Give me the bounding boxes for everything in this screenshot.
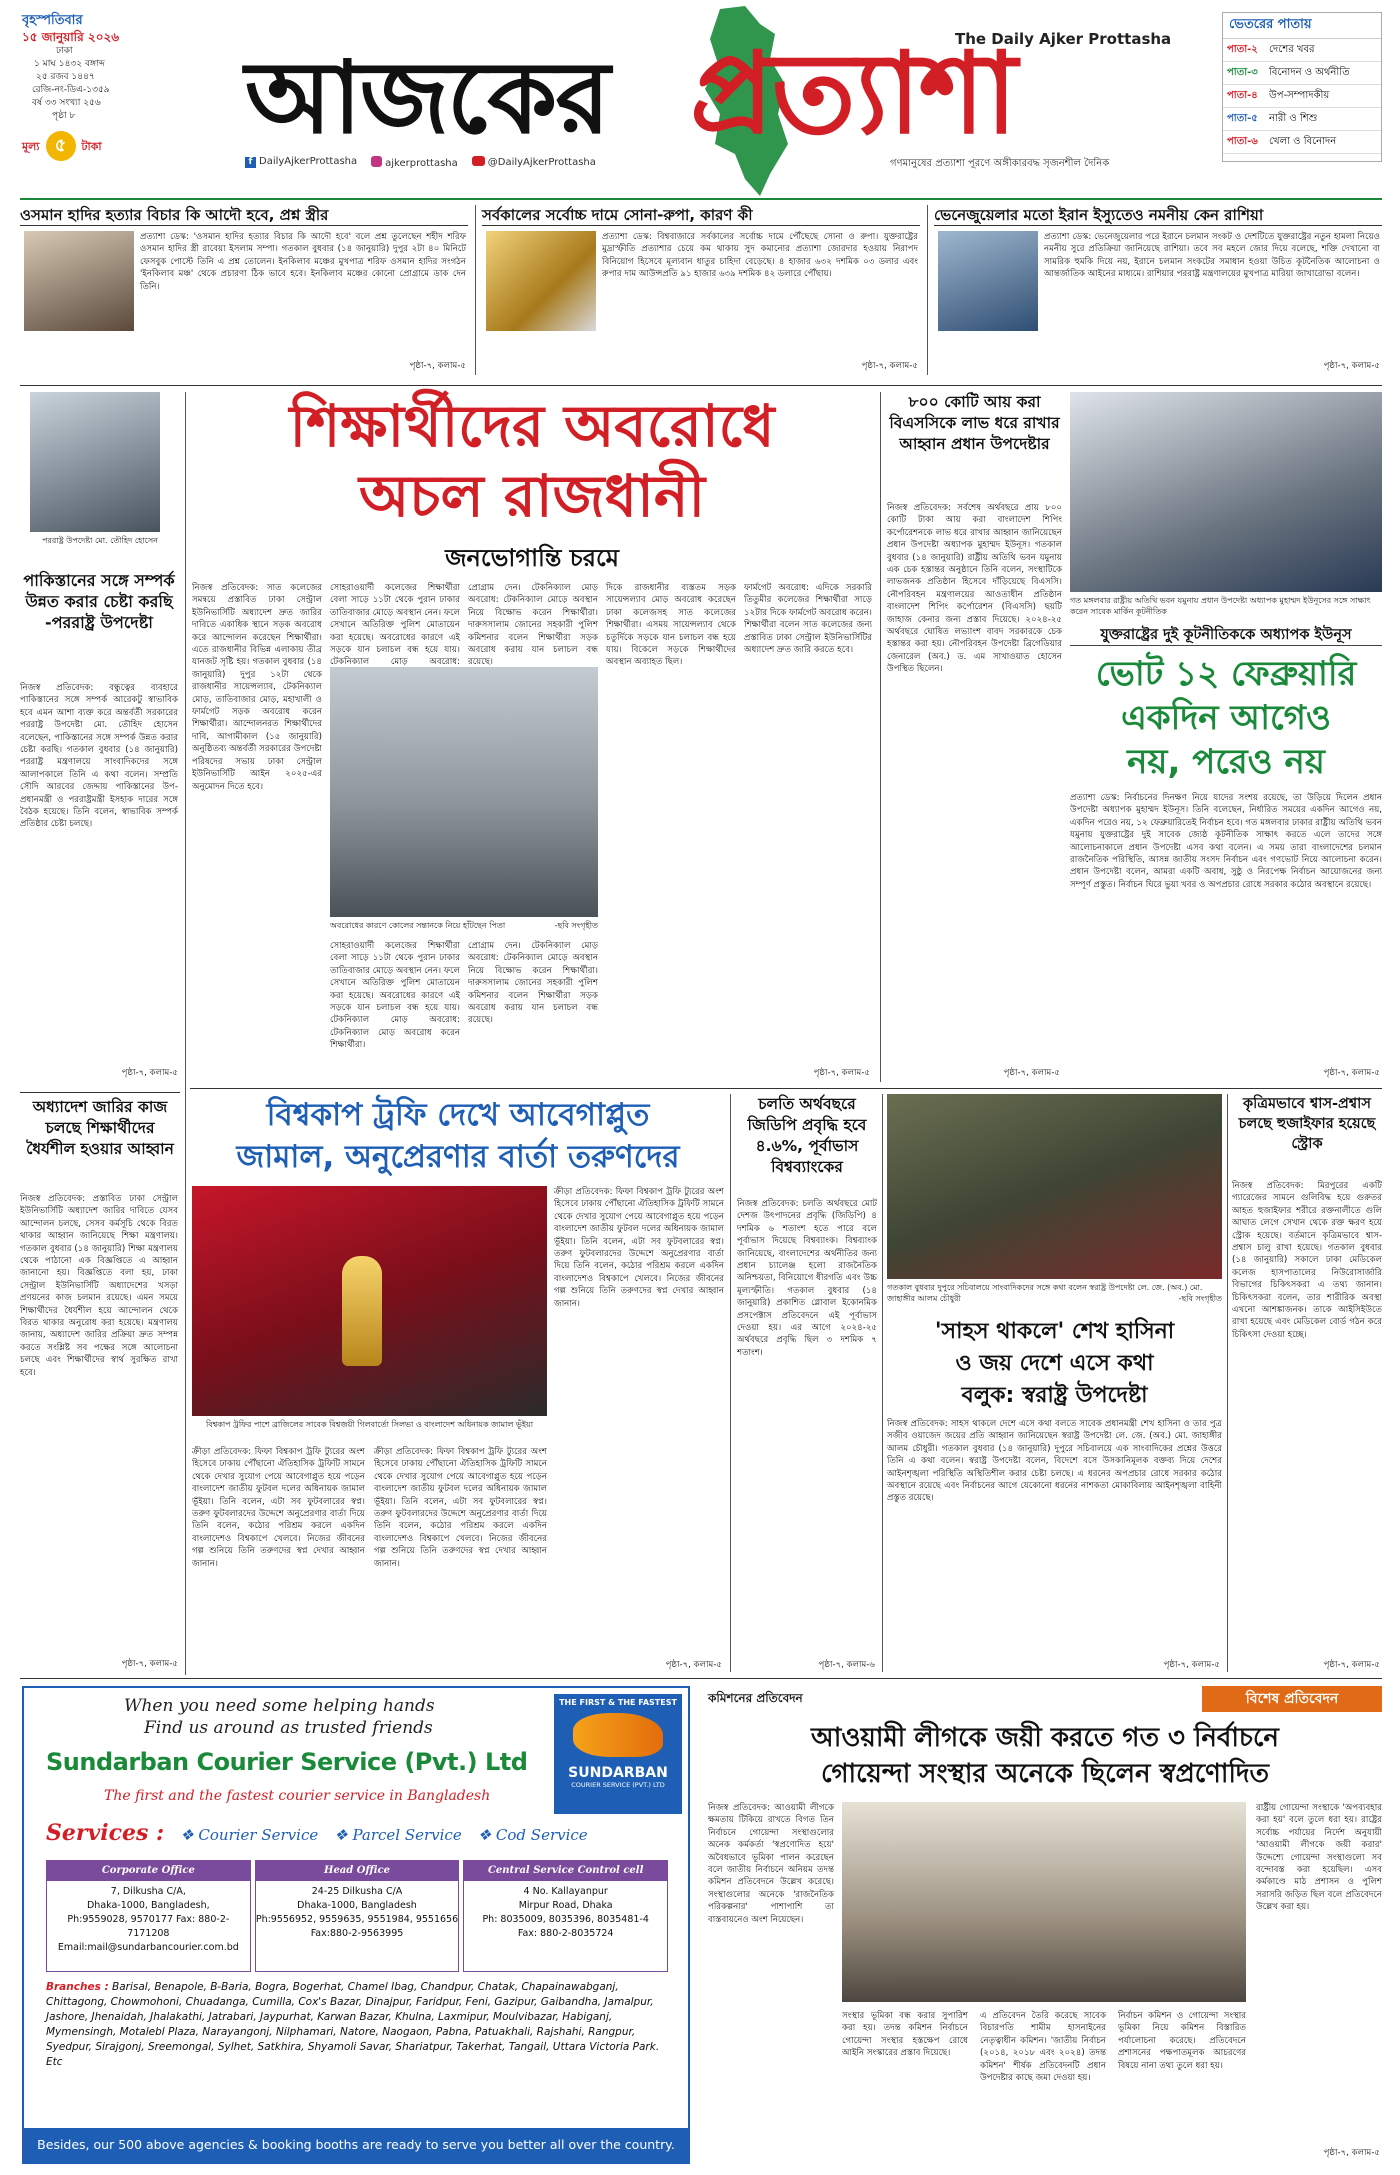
inside-item[interactable]	[1223, 108, 1381, 131]
teaser-2-jump: পৃষ্ঠা-৭, কলাম-৫	[861, 361, 918, 371]
inside-item-label: বিনোদন ও অর্থনীতি	[1269, 67, 1350, 78]
ad-logo-top: THE FIRST & THE FASTEST	[559, 1698, 677, 1707]
courier-ad[interactable]	[22, 1686, 690, 2164]
ad-office	[46, 1860, 251, 1972]
ordinance-jump: পৃষ্ঠা-৭, কলাম-৫	[121, 1659, 178, 1669]
pak-photo-caption: পররাষ্ট্র উপদেষ্টা মো. তৌহিদ হোসেন	[42, 536, 158, 545]
vote-photo-caption: গত মঙ্গলবার রাষ্ট্রীয় অতিথি ভবন যমুনায় প্রধান উপদেষ্টা অধ্যাপক মুহাম্মদ ইউনূসের সঙ্গে সাক্ষাৎ করেন সাবেক মার্কিন কূটনীতিক	[1070, 596, 1371, 616]
ad-office	[255, 1860, 460, 1972]
lead-story[interactable]	[192, 392, 872, 1082]
dateline-issue: বর্ষ ৩৩ সংখ্যা ২৫৬	[32, 98, 101, 108]
teaser-3-text: প্রত্যাশা ডেস্ক: ভেনেজুয়েলার পরে ইরানে চলমান সংকট ও দেশটিতে যুক্তরাষ্ট্রের নতুন হামলা নিয়েও নমনীয় সুরে প্রতিক্রিয়া জানিয়েছে রাশিয়া। তবে সব মহলে জোর দিয়ে বলেছে, শক্তি দেখানো বা সামরিক হুমকি দিয়ে নয়, ইরানে চলমান সংকটের সমাধান হওয়া উচিত কূটনৈতিক আলোচনা ও আন্তর্জাতিক আইনের মাধ্যমে। রাশিয়ার পররাষ্ট্র মন্ত্রণালয়ের মুখপাত্র মারিয়া জাখারোভা বলেন।	[1044, 232, 1380, 280]
teaser-1[interactable]	[20, 205, 468, 377]
teaser-1-photo	[24, 231, 134, 331]
worldcup-story[interactable]	[192, 1094, 724, 1674]
vote-text: প্রত্যাশা ডেস্ক: নির্বাচনের দিনক্ষণ নিয়ে যাদের সংশয় রয়েছে, তা উড়িয়ে দিলেন প্রধান উপদেষ্টা অধ্যাপক মুহাম্মদ ইউনূস। তিনি বলেছেন, নির্ধারিত সময়ের একদিন আগেও নয়, একদিন পরেও নয়, ১২ ফেব্রুয়ারিতেই নির্বাচন হবে। গত মঙ্গলবার ঢাকার রাষ্ট্রীয় অতিথি ভবন যমুনায় যুক্তরাষ্ট্রের দুই সাবেক জ্যেষ্ঠ কূটনীতিক সাক্ষাৎ করতে এলে তাদের সঙ্গে আলোচনাকালে প্রধান উপদেষ্টা এসব কথা বলেন। এ সময় তারা বাংলাদেশের চলমান রাজনৈতিক পরিস্থিতি, আসন্ন জাতীয় সংসদ নির্বাচন এবং গণভোট নিয়ে আলোচনা করেন। প্রধান উপদেষ্টা বলেন, আমরা একটি অবাধ, সুষ্ঠু ও নিরপেক্ষ নির্বাচন আয়োজনের জন্য সম্পূর্ণ প্রস্তুত। নির্বাচন ঘিরে ভুয়া খবর ও অপপ্রচার রোধে সরকার কঠোর অবস্থানে রয়েছে।	[1070, 793, 1382, 890]
ad-office-line: 7, Dilkusha C/A,	[110, 1886, 186, 1897]
ad-logo-sub: COURIER SERVICE (PVT.) LTD	[571, 1781, 665, 1789]
home-title-1: 'সাহস থাকলে' শেখ হাসিনা	[934, 1319, 1175, 1344]
inside-item[interactable]	[1223, 39, 1381, 62]
dateline-city: ঢাকা	[56, 46, 73, 56]
masthead-rule	[20, 198, 1382, 200]
stroke-title: কৃত্রিমভাবে শ্বাস-প্রশ্বাস চলছে হুজাইফার হয়েছে স্ট্রোক	[1238, 1096, 1376, 1152]
dateline-date: ১৫ জানুয়ারি ২০২৬	[22, 30, 120, 44]
special-jump: পৃষ্ঠা-৭, কলাম-৫	[1323, 2148, 1380, 2158]
ad-service-1: ❖ Courier Service	[180, 1826, 319, 1844]
ad-branches-list: Barisal, Benapole, B-Baria, Bogra, Bogerhat, Chamel Ibag, Chandpur, Chatak, Chapainawabganj, Chittagong, Chowmohoni, Chuadanga, Cumilla, Cox's Bazar, Dinajpur, Faridpur, Feni, Gazipur, Gaibandha, Jamalpur, Jashore, Jhenaidah, Jhalakathi, Jatrabari, Jaypurhat, Karwan Bazar, Khulna, Laxmipur, Moulvibazar, Habiganj, Mymensingh, Motalebl Plaza, Narayangonj, Nilphamari, Natore, Naogaon, Pabna, Patuakhali, Rajshahi, Rangpur, Syedpur, Sirajgonj, Sreemongal, Sylhet, Satkhira, Shyamoli Savar, Shariatpur, Takerhat, Tangail, Uttara Victoria Park. Etc	[46, 1981, 660, 2068]
lead-jump: পৃষ্ঠা-৭, কলাম-৫	[813, 1068, 870, 1078]
tiger-icon	[573, 1713, 663, 1757]
ad-office-line: 4 No. Kallayanpur	[523, 1886, 608, 1897]
vote-kicker: যুক্তরাষ্ট্রের দুই কূটনীতিককে অধ্যাপক ইউনূস	[1070, 625, 1382, 646]
special-story[interactable]	[708, 1686, 1382, 2164]
facebook-icon: f	[245, 157, 256, 168]
ad-services	[46, 1820, 588, 1846]
teaser-1-title: ওসমান হাদির হত্যার বিচার কি আদৌ হবে, প্রশ্ন স্ত্রীর	[20, 205, 468, 226]
worldcup-photo	[192, 1186, 547, 1416]
ad-services-label: Services :	[46, 1820, 165, 1846]
dateline-day: বৃহস্পতিবার	[22, 13, 83, 28]
inside-item-page: পাতা-৬	[1227, 136, 1258, 147]
ad-service-2: ❖ Parcel Service	[334, 1826, 462, 1844]
vote-title-2: একদিন আগেও	[1120, 698, 1331, 738]
worldcup-photo-caption: বিশ্বকাপ ট্রফির পাশে ব্রাজিলের সাবেক বিশ্বজয়ী গিলবার্তো সিলভা ও বাংলাদেশ অধিনায়ক জামাল ভূঁইয়া	[205, 1420, 534, 1429]
ordinance-story[interactable]	[20, 1092, 180, 1672]
lead-subtitle: জনভোগান্তি চরমে	[445, 544, 619, 572]
title-english: The Daily Ajker Prottasha	[955, 30, 1172, 48]
teaser-2-photo	[486, 231, 596, 331]
trophy-icon	[342, 1256, 382, 1366]
lead-title-1: শিক্ষার্থীদের অবরোধে	[289, 392, 775, 460]
inside-item-label: দেশের খবর	[1269, 44, 1315, 55]
ad-company-name: Sundarban Courier Service (Pvt.) Ltd	[46, 1748, 528, 1776]
ad-branches-label: Branches :	[46, 1981, 109, 1993]
worldcup-jump: পৃষ্ঠা-৭, কলাম-৫	[665, 1660, 722, 1670]
inside-pages-box	[1222, 12, 1382, 162]
teaser-row	[20, 205, 1382, 380]
price-label: মূল্য	[22, 139, 40, 153]
special-col-5: নির্বাচন কমিশন ও গোয়েন্দা সংস্থার ভূমিকা নিয়ে কমিশন বিস্তারিত পর্যালোচনা করেছে। প্রতিবেদনে প্রশাসনের পক্ষপাতমূলক আচরণের বিষয়ে নানা তথ্য তুলে ধরা হয়।	[1118, 2011, 1246, 2071]
stroke-text: নিজস্ব প্রতিবেদক: মিরপুরের একটি গ্যারেজের সামনে গুলিবিদ্ধ হয়ে গুরুতর আহত হুজাইফার শরীরে রক্তনালীতে গুলি আঘাত লেগে সেখান থেকে রক্ত ক্ষরণ হয়ে স্ট্রোক হয়েছে। বর্তমানে কৃত্রিমভাবে শ্বাস-প্রশ্বাস চালু রাখা হয়েছে। গতকাল বুধবার (১৪ জানুয়ারি) সকালে ঢাকা মেডিকেল কলেজ হাসপাতালের নিউরোসার্জারি বিভাগের চিকিৎসকরা এ তথ্য জানান। চিকিৎসকরা বলেন, তার শারীরিক অবস্থা এখনো আশঙ্কাজনক। তাকে আইসিইউতে রাখা হয়েছে এবং মেডিকেল বোর্ড গঠন করে চিকিৎসা দেওয়া হচ্ছে।	[1232, 1181, 1382, 1340]
vote-title-3: নয়, পরেও নয়	[1127, 742, 1325, 782]
ordinance-title: অধ্যাদেশ জারির কাজ চলছে শিক্ষার্থীদের ধৈর্যশীল হওয়ার আহ্বান	[26, 1098, 174, 1158]
ad-office-title: Head Office	[256, 1861, 459, 1881]
ad-footer: Besides, our 500 above agencies & booking booths are ready to serve you better all over the country.	[24, 2128, 688, 2162]
teaser-3-photo	[938, 231, 1038, 331]
teaser-1-text: প্রত্যাশা ডেস্ক: 'ওসমান হাদির হত্যার বিচার কি আদৌ হবে' বলে প্রশ্ন তুলেছেন শহীদ শরিফ ওসমান হাদির স্ত্রী রাবেয়া ইসলাম সম্পা। গতকাল বুধবার (১৪ জানুয়ারি) দুপুর ২টা ৪০ মিনিটে ফেসবুক পোস্টে তিনি এ প্রশ্ন তোলেন। ইনকিলাব মঞ্চের মুখপাত্র শরিফ ওসমান হাদির সংগঠন 'ইনকিলাব মঞ্চ' থেকে প্রচারণা ঠিক ভাবে হবে। ইনকিলাব মঞ্চের কোনো প্রোগ্রামে ডাক দেন তিনি।	[140, 232, 466, 292]
price-box	[22, 131, 142, 161]
ad-office-line: Fax:880-2-9563995	[310, 1928, 404, 1939]
gdp-story[interactable]	[737, 1094, 877, 1674]
teaser-3-jump: পৃষ্ঠা-৭, কলাম-৫	[1323, 361, 1380, 371]
ordinance-text: নিজস্ব প্রতিবেদক: প্রস্তাবিত ঢাকা সেন্ট্রাল ইউনিভার্সিটি অধ্যাদেশ জারির দাবিতে যেসব আন্দোলন চলছে, সেসব কর্মসূচি থেকে বিরত থাকার আহ্বান জানিয়েছে শিক্ষা মন্ত্রণালয়। গতকাল বুধবার (১৪ জানুয়ারি) শিক্ষা মন্ত্রণালয় থেকে পাঠানো এক বিজ্ঞপ্তিতে এ আহ্বান জানানো হয়। বিজ্ঞপ্তিতে বলা হয়, ঢাকা সেন্ট্রাল ইউনিভার্সিটি অধ্যাদেশের খসড়া প্রণয়নের কাজ চলমান রয়েছে। এমন সময়ে শিক্ষার্থীদের ধৈর্যশীল হয়ে আন্দোলন থেকে বিরত থাকার অনুরোধ করা হয়েছে। মন্ত্রণালয় জানায়, অধ্যাদেশ জারির প্রক্রিয়া দ্রুত সম্পন্ন করতে সংশ্লিষ্ট সব পক্ষের সঙ্গে আলোচনা চলছে এবং শিক্ষার্থীদের স্বার্থ সুরক্ষিত রাখা হবে।	[20, 1194, 178, 1378]
teaser-2-title: সর্বকালের সর্বোচ্চ দামে সোনা-রুপা, কারণ কী	[482, 205, 920, 226]
pak-text: নিজস্ব প্রতিবেদক: বন্ধুত্বের ব্যবহারে পাকিস্তানের সঙ্গে সম্পর্ক আরেকটু স্বাভাবিক হবে এমন আশা ব্যক্ত করে অন্তর্বর্তী সরকারের পররাষ্ট্র উপদেষ্টা মো. তৌহিদ হোসেন বলেছেন, পাকিস্তানের সঙ্গে সম্পর্ক উন্নত করার চেষ্টা করছি। গতকাল বুধবার (১৪ জানুয়ারি) পররাষ্ট্র মন্ত্রণালয়ে সাংবাদিকদের সঙ্গে আলাপকালে তিনি এ কথা বলেন। সম্প্রতি সৌদি আরবের জেদ্দায় পাকিস্তানের উপ-প্রধানমন্ত্রী ও পররাষ্ট্রমন্ত্রী ইসহাক দারের সঙ্গে বৈঠক হয়েছে। তিনি বলেন, স্বাভাবিক সম্পর্ক প্রতিষ্ঠার চেষ্টা চলছে।	[20, 683, 178, 830]
gdp-title: চলতি অর্থবছরে জিডিপি প্রবৃদ্ধি হবে ৪.৬%, পূর্বাভাস বিশ্বব্যাংকের	[747, 1095, 867, 1176]
lead-photo-caption: অবরোধের কারণে কোলের সন্তানকে নিয়ে হাঁটছেন পিতা -ছবি সংগৃহীত	[330, 921, 598, 930]
inside-item-page: পাতা-৫	[1227, 113, 1258, 124]
advisor-title: ৮০০ কোটি আয় করা বিএসসিকে লাভ ধরে রাখার আহ্বান প্রধান উপদেষ্টার	[889, 393, 1060, 453]
inside-item[interactable]	[1223, 62, 1381, 85]
special-col-4: এ প্রতিবেদন তৈরি করেছে সাবেক বিচারপতি শামীম হাসনাইনের নেতৃত্বাধীন কমিশন। 'জাতীয় নির্বাচন (২০১৪, ২০১৮ এবং ২০২৪) তদন্ত কমিশন' শীর্ষক প্রতিবেদনটি প্রধান উপদেষ্টার কাছে জমা দেওয়া হয়।	[980, 2011, 1106, 2084]
special-col-3: সংস্থার ভূমিকা বন্ধ করার সুপারিশ করা হয়। তদন্ত কমিশন নির্বাচনে গোয়েন্দা সংস্থার হস্তক্ষেপ রোধে আইনি সংস্কারের প্রস্তাব দিয়েছে।	[842, 2011, 968, 2059]
special-kicker-right: বিশেষ প্রতিবেদন	[1202, 1686, 1382, 1712]
dateline-hijri: ২৫ রজব ১৪৪৭	[36, 72, 95, 82]
ad-office-line: Fax: 880-2-8035724	[517, 1928, 614, 1939]
worldcup-text-a: ক্রীড়া প্রতিবেদক: ফিফা বিশ্বকাপ ট্রফি ট্যুরের অংশ হিসেবে ঢাকায় পৌঁছানো ঐতিহাসিক ট্রফিটি সামনে থেকে দেখার সুযোগ পেয়ে আবেগাপ্লুত হয়ে পড়েন বাংলাদেশ জাতীয় ফুটবল দলের অধিনায়ক জামাল ভূঁইয়া। তিনি বলেন, এটা সব ফুটবলারের স্বপ্ন। তরুণ ফুটবলারদের উদ্দেশে অনুপ্রেরণার বার্তা দিয়ে তিনি বলেন, কঠোর পরিশ্রম করলে একদিন বাংলাদেশও বিশ্বকাপে খেলবে। নিজের জীবনের গল্প শুনিয়ে তিনি তরুণদের স্বপ্ন দেখার আহ্বান জানান।	[192, 1447, 365, 1569]
inside-item[interactable]	[1223, 131, 1381, 154]
inside-item-label: উপ-সম্পাদকীয়	[1269, 90, 1330, 101]
lead-col-2b: সোহরাওয়ার্দী কলেজের শিক্ষার্থীরা বেলা সাড়ে ১১টা থেকে পুরান ঢাকার তাতিবাজার মোড়ে অবস্থান নেন। ফলে সেখানে অতিরিক্ত পুলিশ মোতায়েন করা হয়েছে। অবরোধের কারণে এই সড়কে যান চলাচল বন্ধ হয়ে যায়। টেকনিক্যাল মোড় অবরোধ: টেকনিক্যাল মোড় অবরোধ করেন শিক্ষার্থীরা।	[330, 941, 460, 1051]
advisor-jump: পৃষ্ঠা-৭, কলাম-৫	[1003, 1068, 1060, 1078]
price-value: ৫	[46, 131, 76, 161]
home-photo	[887, 1094, 1222, 1279]
youtube-link[interactable]: @DailyAjkerProttasha	[472, 156, 596, 169]
youtube-icon	[472, 156, 485, 166]
special-title-1: আওয়ামী লীগকে জয়ী করতে গত ৩ নির্বাচনে	[811, 1723, 1279, 1753]
home-photo-caption: গতকাল বুধবার দুপুরে সচিবালয়ে সাংবাদিকদের সঙ্গে কথা বলেন স্বরাষ্ট্র উপদেষ্টা লে. জে. (অব.) মো. জাহাঙ্গীর আলম চৌধুরী -ছবি সংগৃহীত	[887, 1283, 1222, 1303]
advisor-story[interactable]	[887, 392, 1062, 1082]
teaser-2-text: প্রত্যাশা ডেস্ক: বিশ্ববাজারে সর্বকালের সর্বোচ্চ দামে পৌঁছেছে সোনা ও রুপা। যুক্তরাষ্ট্রের মুদ্রাস্ফীতি প্রত্যাশার চেয়ে কম থাকায় সুদ কমানোর প্রত্যাশা জোরদার হওয়ায় নিরাপদ বিনিয়োগ হিসেবে মূল্যবান ধাতুর চাহিদা বেড়েছে। ৪ হাজার ৬৩২ দশমিক ০৩ ডলার এবং রুপার দাম আউন্সপ্রতি ৯১ হাজার ৬৩৯ দশমিক ৪২ ডলারে পৌঁছায়।	[602, 232, 918, 280]
ad-logo-name: SUNDARBAN	[568, 1765, 668, 1781]
ad-office-title: Central Service Control cell	[464, 1861, 667, 1881]
ad-office	[463, 1860, 668, 1972]
social-bar	[245, 156, 596, 169]
ad-office-line: Dhaka-1000, Bangladesh	[297, 1900, 417, 1911]
ad-office-line: Dhaka-1000, Bangladesh,	[86, 1900, 210, 1911]
pak-jump: পৃষ্ঠা-৭, কলাম-৫	[121, 1068, 178, 1078]
lead-title-2: অচল রাজধানী	[358, 462, 706, 530]
stroke-story[interactable]	[1232, 1094, 1382, 1674]
vote-story[interactable]	[1070, 392, 1382, 1082]
ad-office-line: Mirpur Road, Dhaka	[518, 1900, 613, 1911]
ad-office-line: Email:mail@sundarbancourier.com.bd	[57, 1942, 239, 1953]
dateline-reg: রেজি-নং-ডিএ-১৩৫৯	[32, 85, 110, 95]
lead-col-1: নিজস্ব প্রতিবেদক: সাত কলেজের সমন্বয়ে প্রস্তাবিত ঢাকা সেন্ট্রাল ইউনিভার্সিটি অধ্যাদেশ দ্রুত জারির দাবিতে একাধিক স্থানে সড়ক অবরোধ করে আন্দোলন করেছেন শিক্ষার্থীরা। এতে রাজধানীর বিভিন্ন এলাকায় তীব্র যানজট সৃষ্টি হয়। গতকাল বুধবার (১৪ জানুয়ারি) দুপুর ১২টা থেকে রাজধানীর সায়েন্সল্যাব, টেকনিক্যাল মোড়, তাতিবাজার মোড়, মহাখালী ও ফার্মগেট সড়ক অবরোধ করেন শিক্ষার্থীরা। আন্দোলনরত শিক্ষার্থীদের দাবি, আগামীকাল (১৫ জানুয়ারি) অনুষ্ঠিতব্য অন্তর্বর্তী সরকারের উপদেষ্টা পরিষদের সভায় ঢাকা সেন্ট্রাল ইউনিভার্সিটি আইন ২০২৫-এর অনুমোদন দিতে হবে।	[192, 583, 322, 792]
inside-item-page: পাতা-৩	[1227, 67, 1258, 78]
pak-photo	[30, 392, 160, 532]
dateline-bn: ১ মাঘ ১৪৩২ বঙ্গাব্দ	[34, 59, 105, 69]
worldcup-title-1: বিশ্বকাপ ট্রফি দেখে আবেগাপ্লুত	[266, 1097, 650, 1133]
vote-jump: পৃষ্ঠা-৭, কলাম-৫	[1323, 1068, 1380, 1078]
dateline-pages: পৃষ্ঠা ৮	[52, 111, 76, 121]
ad-office-line: Ph:9556952, 9559635, 9551984, 9551656	[255, 1914, 459, 1925]
inside-title: ভেতরের পাতায়	[1223, 13, 1381, 39]
vote-title-1: ভোট ১২ ফেব্রুয়ারি	[1095, 654, 1357, 694]
teaser-2[interactable]	[482, 205, 920, 377]
dateline-box	[22, 12, 142, 192]
ad-logo	[554, 1694, 682, 1814]
ad-tagline-2: Find us around as trusted friends	[144, 1718, 433, 1738]
title-red: প্রত্যাশা	[690, 28, 1016, 159]
special-col-2: রাষ্ট্রীয় গোয়েন্দা সংস্থাকে 'অপব্যবহার করা হয়' বলে তুলে ধরা হয়। রাষ্ট্রের সর্বোচ্চ পর্যায়ের নির্দেশ অনুযায়ী 'আওয়ামী লীগকে জয়ী করার' উদ্দেশ্যে গোয়েন্দা সংস্থাগুলো সব বন্দোবস্ত করা হয়েছিল। এসব কর্মকাণ্ডে মাঠ প্রশাসন ও পুলিশ সরাসরি জড়িত ছিল বলে প্রতিবেদনে উল্লেখ করা হয়।	[1256, 1803, 1382, 1913]
vote-photo	[1070, 392, 1382, 592]
ad-office-title: Corporate Office	[47, 1861, 250, 1881]
lead-col-4: দিকে রাজধানীর ব্যস্ততম সড়ক সায়েন্সল্যাব মোড় অবরোধ করেছেন ঢাকা কলেজসহ সাত কলেজের শিক্ষার্থীরা। এসময় সায়েন্সল্যাব থেকে চতুর্দিকে সড়কে যান চলাচল বন্ধ হয়ে যায়। বিকেলে সড়কে শিক্ষার্থীদের অবস্থান অব্যাহত ছিল।	[606, 583, 736, 668]
inside-item-label: খেলা ও বিনোদন	[1269, 136, 1337, 147]
ad-branches	[46, 1980, 668, 2108]
teaser-3[interactable]	[934, 205, 1382, 377]
special-col-1: নিজস্ব প্রতিবেদক: আওয়ামী লীগকে ক্ষমতায় টিকিয়ে রাখতে বিগত তিন নির্বাচনে গোয়েন্দা সংস্থাগুলোর অনেক কর্মকর্তা 'স্বপ্রণোদিত হয়ে' অবৈধভাবে ভূমিকা পালন করেছেন বলে জাতীয় নির্বাচনে অনিয়ম তদন্ত কমিশন প্রতিবেদনে উল্লেখ করেছে। সংস্থাগুলোর অনেকে 'রাজনৈতিক পরিকল্পনার' পাশাপাশি তা বাস্তবায়নেও অংশ নিয়েছেন।	[708, 1803, 834, 1925]
ad-service-3: ❖ Cod Service	[477, 1826, 588, 1844]
inside-item-page: পাতা-৪	[1227, 90, 1258, 101]
ad-office-line: Ph:9559028, 9570177 Fax: 880-2-7171208	[67, 1914, 230, 1939]
title-black: আজকের	[245, 38, 609, 156]
pak-title: পাকিস্তানের সঙ্গে সম্পর্ক উন্নত করার চেষ্টা করছি -পররাষ্ট্র উপদেষ্টা	[23, 571, 175, 632]
stroke-jump: পৃষ্ঠা-৭, কলাম-৫	[1323, 1660, 1380, 1670]
masthead	[0, 0, 1400, 205]
ad-company-sub: The first and the fastest courier service in Bangladesh	[104, 1788, 491, 1804]
home-text: নিজস্ব প্রতিবেদক: সাহস থাকলে দেশে এসে কথা বলতে সাবেক প্রধানমন্ত্রী শেখ হাসিনা ও তার পুত্র সজীব ওয়াজেদ জয়ের প্রতি আহ্বান জানিয়েছেন স্বরাষ্ট্র উপদেষ্টা লে. জে. (অব.) মো. জাহাঙ্গীর আলম চৌধুরী। গতকাল বুধবার (১৪ জানুয়ারি) দুপুরে সচিবালয়ে এক সাংবাদিকের প্রশ্নের উত্তরে তিনি এ কথা বলেন। স্বরাষ্ট্র উপদেষ্টা বলেন, বিদেশে বসে উসকানিমূলক বক্তব্য দিয়ে দেশের আইনশৃঙ্খলা পরিস্থিতি অস্থিতিশীল করার চেষ্টা চলছে। এ ধরনের অপপ্রচার রোধে সরকার কঠোর অবস্থানে রয়েছে এবং নির্বাচনের আগে যেকোনো ধরনের নাশকতা মোকাবিলায় আইনশৃঙ্খলা বাহিনী প্রস্তুত রয়েছে।	[887, 1419, 1222, 1504]
ad-office-line: 24-25 Dilkusha C/A	[311, 1886, 403, 1897]
facebook-link[interactable]: f DailyAjkerProttasha	[245, 156, 357, 169]
instagram-link[interactable]: ajkerprottasha	[371, 156, 458, 169]
lead-col-3b: প্রোগ্রাম দেন। টেকনিক্যাল মোড় অবরোধ: টেকনিক্যাল মোড়ে অবস্থান নিয়ে বিক্ষোভ করেন শিক্ষার্থীরা। দারুসসালাম জোনের সহকারী পুলিশ কমিশনার বলেন শিক্ষার্থীরা সড়ক অবরোধ করায় যান চলাচল বন্ধ রয়েছে।	[468, 941, 598, 1026]
home-story[interactable]	[887, 1094, 1222, 1674]
home-jump: পৃষ্ঠা-৭, কলাম-৫	[1163, 1660, 1220, 1670]
worldcup-title-2: জামাল, অনুপ্রেরণার বার্তা তরুণদের	[236, 1139, 680, 1175]
home-title-2: ও জয় দেশে এসে কথা	[955, 1351, 1154, 1376]
special-photo	[842, 1802, 1246, 2002]
special-kicker-left: কমিশনের প্রতিবেদন	[708, 1691, 803, 1705]
worldcup-text-side: ক্রীড়া প্রতিবেদক: ফিফা বিশ্বকাপ ট্রফি ট্যুরের অংশ হিসেবে ঢাকায় পৌঁছানো ঐতিহাসিক ট্রফিটি সামনে থেকে দেখার সুযোগ পেয়ে আবেগাপ্লুত হয়ে পড়েন বাংলাদেশ জাতীয় ফুটবল দলের অধিনায়ক জামাল ভূঁইয়া। তিনি বলেন, এটা সব ফুটবলারের স্বপ্ন। তরুণ ফুটবলারদের উদ্দেশে অনুপ্রেরণার বার্তা দিয়ে তিনি বলেন, কঠোর পরিশ্রম করলে একদিন বাংলাদেশও বিশ্বকাপে খেলবে। নিজের জীবনের গল্প শুনিয়ে তিনি তরুণদের স্বপ্ন দেখার আহ্বান জানান।	[554, 1187, 724, 1309]
price-unit: টাকা	[81, 139, 102, 153]
gdp-text: নিজস্ব প্রতিবেদক: চলতি অর্থবছরে মোট দেশজ উৎপাদনের প্রবৃদ্ধি (জিডিপি) ৪ দশমিক ৬ শতাংশ হতে পারে বলে পূর্বাভাস দিয়েছে বিশ্বব্যাংক। বিশ্বব্যাংক জানিয়েছে, বাংলাদেশের অর্থনীতির জন্য প্রধান চ্যালেঞ্জ হলো রাজনৈতিক অনিশ্চয়তা, বিনিয়োগে ধীরগতি এবং উচ্চ মূল্যস্ফীতি। গতকাল বুধবার (১৪ জানুয়ারি) প্রকাশিত গ্লোবাল ইকোনমিক প্রসপেক্টাস প্রতিবেদনে এই পূর্বাভাস দেওয়া হয়। এর আগে ২০২৪-২৫ অর্থবছরে প্রবৃদ্ধি ছিল ৩ দশমিক ৭ শতাংশ।	[737, 1199, 877, 1358]
special-title-2: গোয়েন্দা সংস্থার অনেকে ছিলেন স্বপ্রণোদিত	[820, 1759, 1270, 1789]
ad-office-line: Ph: 8035009, 8035396, 8035481-4	[482, 1914, 649, 1925]
worldcup-text-b: ক্রীড়া প্রতিবেদক: ফিফা বিশ্বকাপ ট্রফি ট্যুরের অংশ হিসেবে ঢাকায় পৌঁছানো ঐতিহাসিক ট্রফিটি সামনে থেকে দেখার সুযোগ পেয়ে আবেগাপ্লুত হয়ে পড়েন বাংলাদেশ জাতীয় ফুটবল দলের অধিনায়ক জামাল ভূঁইয়া। তিনি বলেন, এটা সব ফুটবলারের স্বপ্ন। তরুণ ফুটবলারদের উদ্দেশে অনুপ্রেরণার বার্তা দিয়ে তিনি বলেন, কঠোর পরিশ্রম করলে একদিন বাংলাদেশও বিশ্বকাপে খেলবে। নিজের জীবনের গল্প শুনিয়ে তিনি তরুণদের স্বপ্ন দেখার আহ্বান জানান।	[374, 1447, 547, 1569]
home-title-3: বলুক: স্বরাষ্ট্র উপদেষ্টা	[961, 1383, 1148, 1408]
lead-photo	[330, 667, 598, 917]
gdp-jump: পৃষ্ঠা-৭, কলাম-৬	[818, 1660, 875, 1670]
inside-item-label: নারী ও শিশু	[1269, 113, 1318, 124]
teaser-3-title: ভেনেজুয়েলার মতো ইরান ইস্যুতেও নমনীয় কেন রাশিয়া	[934, 205, 1382, 226]
inside-list	[1223, 39, 1381, 154]
lead-col-2: সোহরাওয়ার্দী কলেজের শিক্ষার্থীরা বেলা সাড়ে ১১টা থেকে পুরান ঢাকার তাতিবাজার মোড়ে অবস্থান নেন। ফলে সেখানে অতিরিক্ত পুলিশ মোতায়েন করা হয়েছে। অবরোধের কারণে এই সড়কে যান চলাচল বন্ধ হয়ে যায়। টেকনিক্যাল মোড় অবরোধ:	[330, 583, 460, 668]
advisor-text: নিজস্ব প্রতিবেদক: সর্বশেষ অর্থবছরে প্রায় ৮০০ কোটি টাকা আয় করা বাংলাদেশ শিপিং কর্পোরেশনকে লাভ ধরে রাখার আহ্বান জানিয়েছেন প্রধান উপদেষ্টা অধ্যাপক মুহাম্মদ ইউনূস। গতকাল বুধবার (১৪ জানুয়ারি) রাষ্ট্রীয় অতিথি ভবন যমুনায় এক চেক হস্তান্তর অনুষ্ঠানে তিনি বলেন, সংস্থাটিকে লাভজনক প্রতিষ্ঠান হিসেবে দাঁড়িয়েছে বিএসসি। নৌপরিবহন মন্ত্রণালয়ের আওতাধীন প্রতিষ্ঠান বাংলাদেশ শিপিং কর্পোরেশন (বিএসসি) ছয়টি জাহাজ কেনার জন্য প্রস্তাব দিয়েছে। ২০২৪-২৫ অর্থবছরে ঘোষিত লভ্যাংশ বাবদ সরকারকে চেক হস্তান্তর করা হয়। নৌপরিবহন উপদেষ্টা ব্রিগেডিয়ার জেনারেল (অব.) ড. এম সাখাওয়াত হোসেন উপস্থিত ছিলেন।	[887, 503, 1062, 675]
lead-col-5: ফার্মগেট অবরোধ: এদিকে সরকারি তিতুমীর কলেজের শিক্ষার্থীরা সাড়ে ১২টার দিকে ফার্মগেট অবরোধ করেন। শিক্ষার্থীরা বলেন সাত কলেজের জন্য প্রস্তাবিত ঢাকা সেন্ট্রাল ইউনিভার্সিটির অধ্যাদেশ দ্রুত জারি করতে হবে।	[744, 583, 872, 656]
ad-offices	[46, 1860, 668, 1972]
instagram-icon	[371, 156, 382, 167]
pak-story[interactable]	[20, 392, 180, 1082]
teaser-1-jump: পৃষ্ঠা-৭, কলাম-৫	[409, 361, 466, 371]
slogan: গণমানুষের প্রত্যাশা পূরণে অঙ্গীকারবদ্ধ সৃজনশীল দৈনিক	[890, 158, 1110, 169]
inside-item-page: পাতা-২	[1227, 44, 1258, 55]
lead-col-3: প্রোগ্রাম দেন। টেকনিক্যাল মোড় অবরোধ: টেকনিক্যাল মোড়ে অবস্থান নিয়ে বিক্ষোভ করেন শিক্ষার্থীরা। দারুসসালাম জোনের সহকারী পুলিশ কমিশনার বলেন শিক্ষার্থীরা সড়ক অবরোধ করায় যান চলাচল বন্ধ রয়েছে।	[468, 583, 598, 668]
ad-tagline-1: When you need some helping hands	[124, 1696, 435, 1716]
inside-item[interactable]	[1223, 85, 1381, 108]
